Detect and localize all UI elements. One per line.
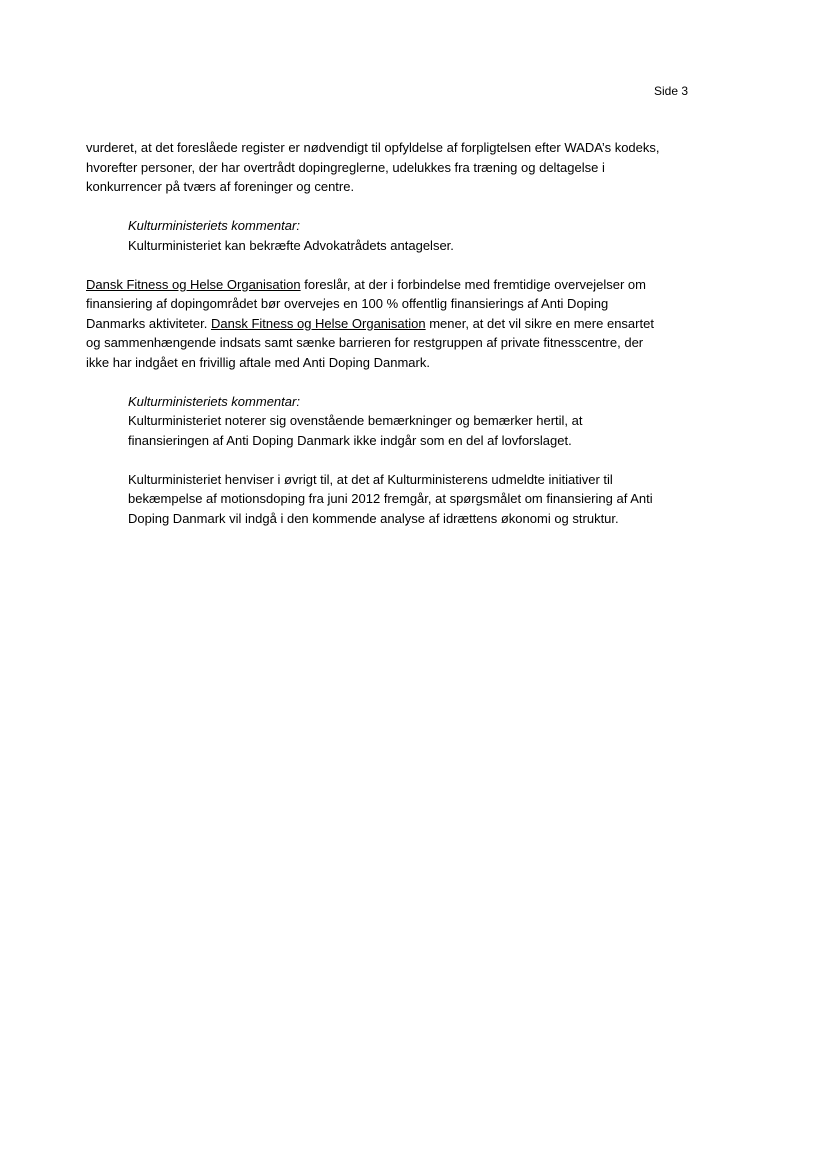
page-number: Side 3 (654, 84, 689, 98)
spacer (86, 197, 666, 217)
organisation-name-link[interactable]: Dansk Fitness og Helse Organisation (86, 276, 301, 292)
comment-text: Kulturministeriet kan bekræfte Advokatrådets antagelser. (128, 237, 454, 253)
comment-text: Kulturministeriet noterer sig ovenstående bemærkninger og bemærker hertil, at finansieringen af Anti Doping Danmark ikke indgår som en del af lovforslaget. (128, 413, 583, 448)
organisation-name-link[interactable]: Dansk Fitness og Helse Organisation (211, 315, 426, 331)
document-body (86, 138, 666, 528)
spacer (128, 450, 666, 470)
paragraph-text: foreslår, at der i forbindelse med fremtidige overvejelser om finansiering af dopingområdet bør overvejes en 100 % offentlig finansierings af Anti Doping Danmarks aktiviteter. (86, 276, 646, 331)
paragraph-text: mener, at det vil sikre en mere ensartet og sammenhængende indsats samt sænke barrieren for restgruppen af private fitnesscentre, der ikke har indgået en frivillig aftale med Anti Doping Danmark. (86, 315, 654, 370)
comment-heading: Kulturministeriets kommentar: (128, 393, 300, 409)
comment-text: Kulturministeriet henviser i øvrigt til, at det af Kulturministerens udmeldte initiativer til bekæmpelse af motionsdoping fra juni 2012 fremgår, at spørgsmålet om finansiering af Anti Doping Danmark vil indgå i den kommende analyse af idrættens økonomi og struktur. (128, 471, 653, 526)
comment-block-1 (128, 216, 666, 255)
spacer (86, 372, 666, 392)
comment-block-2 (128, 392, 666, 529)
paragraph-financing (86, 275, 666, 373)
paragraph-register: vurderet, at det foreslåede register er nødvendigt til opfyldelse af forpligtelsen efter WADA’s kodeks, hvorefter personer, der har overtrådt dopingreglerne, udelukkes fra træning og deltagelse i konkurrencer på tværs af foreninger og centre. (86, 140, 660, 194)
comment-heading: Kulturministeriets kommentar: (128, 218, 300, 233)
spacer (86, 255, 666, 275)
